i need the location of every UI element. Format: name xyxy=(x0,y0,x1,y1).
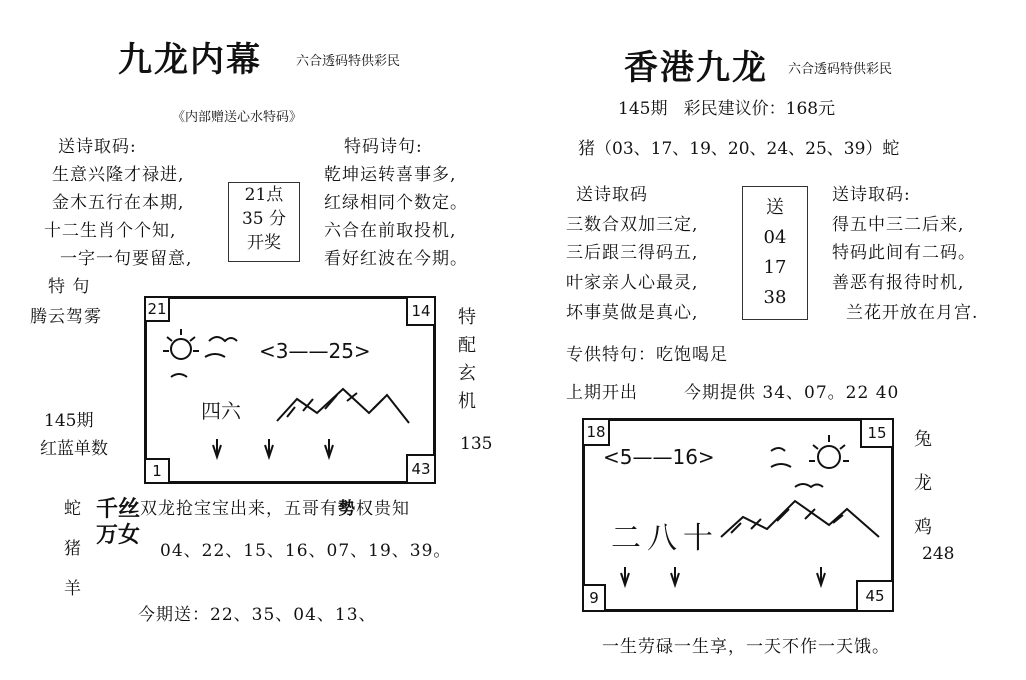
left-poem-line-3: 十二生肖个个知, xyxy=(44,221,177,241)
left-side-char-2: 配 xyxy=(458,335,476,356)
left-color-note: 红蓝单数 xyxy=(40,439,108,459)
right-poem-line-2: 三后跟三得码五, xyxy=(566,243,699,263)
right-drawing-sketch xyxy=(585,421,891,609)
send-box-number-3: 38 xyxy=(763,287,787,308)
right-poem2-line-2: 特码此间有二码。 xyxy=(832,243,976,263)
left-poem-heading: 送诗取码: xyxy=(58,137,137,157)
left-side-number: 135 xyxy=(460,434,493,454)
left-side-char-3: 玄 xyxy=(458,363,476,384)
left-code-poem-line-3: 六合在前取投机, xyxy=(324,221,457,241)
left-phrase-line-2: 万女 xyxy=(96,522,141,548)
left-drawing-range: <3——25> xyxy=(259,339,371,363)
left-numbers-line: 04、22、15、16、07、19、39。 xyxy=(160,541,452,561)
right-title: 香港九龙 xyxy=(624,48,768,88)
right-drawing-corner-tl: 18 xyxy=(582,418,610,446)
left-phrase-line-1: 千丝 xyxy=(96,496,141,522)
send-box-label: 送 xyxy=(766,197,784,218)
right-poem-heading: 送诗取码 xyxy=(576,185,648,205)
zodiac-1: 蛇 xyxy=(64,499,81,519)
sun-icon xyxy=(809,435,849,468)
right-poem2-line-1: 得五中三二后来, xyxy=(832,215,965,235)
left-side-char-4: 机 xyxy=(458,391,476,412)
right-poem-line-1: 三数合双加三定, xyxy=(566,215,699,235)
right-drawing-frame xyxy=(582,418,894,612)
dragon-line-bold: 勢 xyxy=(338,499,356,519)
draw-time-hour: 21点 xyxy=(244,185,284,205)
right-drawing-corner-br: 45 xyxy=(856,580,894,612)
cloud-icon xyxy=(171,337,237,377)
draw-time-label: 开奖 xyxy=(247,233,281,253)
left-drawing-corner-br: 43 xyxy=(406,454,436,484)
right-drawing-text: 二八十 xyxy=(611,521,719,556)
left-internal-note: 《内部赠送心水特码》 xyxy=(172,110,303,125)
left-drawing-sketch xyxy=(147,299,433,481)
zodiac-2: 猪 xyxy=(64,539,81,559)
left-special-phrase: 腾云驾雾 xyxy=(30,307,102,327)
grass-icon xyxy=(621,567,825,585)
right-poem2-line-3: 善恶有报待时机, xyxy=(832,273,965,293)
left-code-poem-heading: 特码诗句: xyxy=(344,137,423,157)
dragon-line-text: 双龙抢宝宝出来，五哥有 xyxy=(140,499,338,519)
cloud-icon xyxy=(771,448,823,487)
right-side-char-1: 兔 xyxy=(914,429,932,450)
right-poem2-heading: 送诗取码: xyxy=(832,185,911,205)
zodiac-3: 羊 xyxy=(64,579,81,599)
right-poem-line-3: 叶家亲人心最灵, xyxy=(566,273,699,293)
grass-icon xyxy=(213,439,333,457)
send-box xyxy=(742,186,808,320)
right-side-number: 248 xyxy=(922,544,955,564)
mountains-icon xyxy=(277,389,409,423)
right-subtitle: 六合透码特供彩民 xyxy=(788,62,893,77)
left-side-char-1: 特 xyxy=(458,307,476,328)
left-drawing-frame xyxy=(144,296,436,484)
right-last-issue: 上期开出 xyxy=(566,383,638,403)
right-side-char-2: 龙 xyxy=(914,473,932,494)
dragon-line-tail: 权贵知 xyxy=(356,499,410,519)
left-subtitle: 六合透码特供彩民 xyxy=(296,54,401,69)
left-drawing-corner-tr: 14 xyxy=(406,296,436,326)
right-special-phrase: 专供特句：吃饱喝足 xyxy=(566,345,728,365)
mountains-icon xyxy=(721,501,879,537)
right-side-vertical xyxy=(914,418,932,550)
left-code-poem-line-4: 看好红波在今期。 xyxy=(324,249,468,269)
sun-icon xyxy=(163,329,199,359)
right-drawing-range: <5——16> xyxy=(603,445,715,469)
right-poem-line-4: 坏事莫做是真心, xyxy=(566,303,699,323)
right-poem2-line-4: 兰花开放在月宫. xyxy=(846,303,979,323)
send-box-number-2: 17 xyxy=(763,257,787,278)
left-side-vertical xyxy=(458,304,476,416)
left-code-poem-line-2: 红绿相同个数定。 xyxy=(324,193,468,213)
draw-time-box xyxy=(228,182,300,262)
left-title: 九龙内幕 xyxy=(118,40,262,80)
right-drawing-corner-tr: 15 xyxy=(860,418,894,448)
right-drawing-corner-bl: 9 xyxy=(582,584,606,612)
right-footer: 一生劳碌一生享，一天不作一天饿。 xyxy=(602,637,890,657)
right-pig-line: 猪（03、17、19、20、24、25、39）蛇 xyxy=(578,139,900,159)
left-poem-line-1: 生意兴隆才禄进, xyxy=(52,165,185,185)
right-side-char-3: 鸡 xyxy=(914,517,932,538)
left-poem-line-4: 一字一句要留意, xyxy=(60,249,193,269)
left-phrase-vertical xyxy=(96,496,140,548)
right-issue-line: 145期 彩民建议价：168元 xyxy=(618,99,836,119)
right-provide-line: 今期提供 34、07。22 40 xyxy=(684,383,900,403)
left-drawing-corner-bl: 1 xyxy=(144,458,170,484)
left-drawing-corner-tl: 21 xyxy=(144,296,170,322)
left-poem-line-2: 金木五行在本期, xyxy=(52,193,185,213)
left-special-label: 特 句 xyxy=(48,277,91,297)
left-today-line: 今期送：22、35、04、13、 xyxy=(138,605,377,625)
send-box-number-1: 04 xyxy=(763,227,787,248)
dragon-line xyxy=(140,494,410,519)
left-drawing-text: 四六 xyxy=(201,399,241,423)
draw-time-minute: 35 分 xyxy=(241,209,287,229)
left-code-poem-line-1: 乾坤运转喜事多, xyxy=(324,165,457,185)
left-issue: 145期 xyxy=(44,411,94,431)
